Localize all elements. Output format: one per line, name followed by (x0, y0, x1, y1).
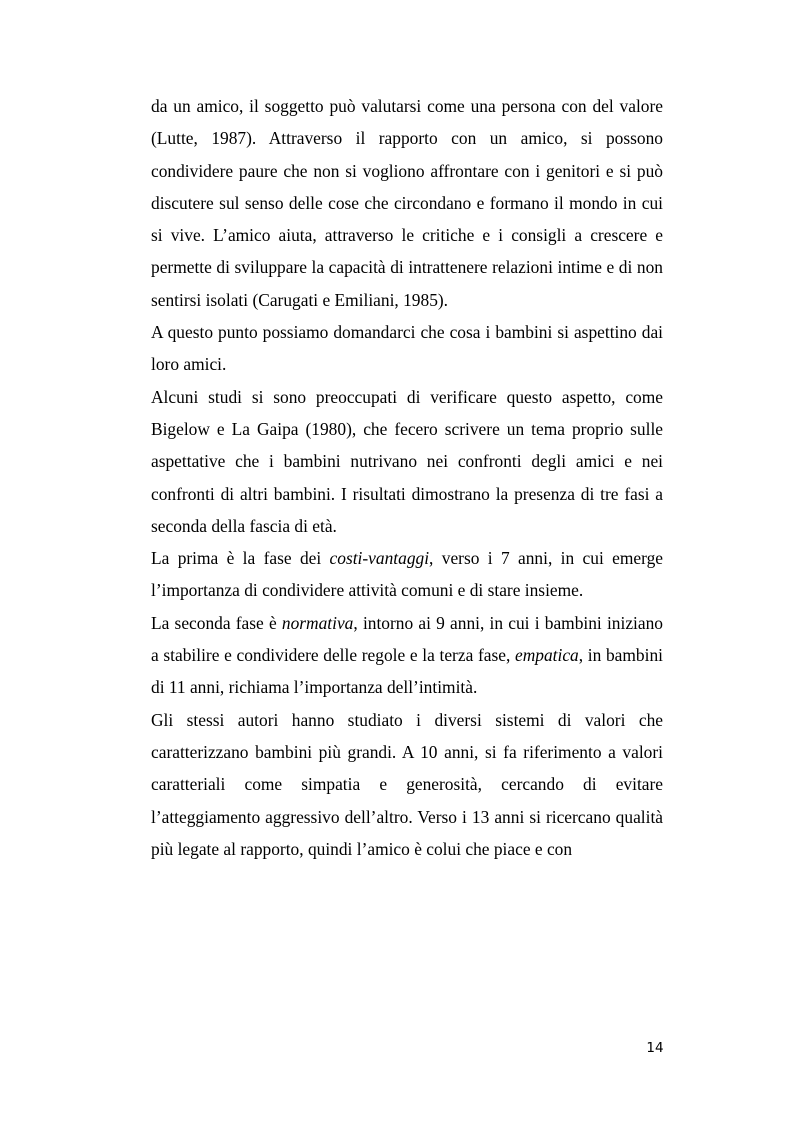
paragraph-1: da un amico, il soggetto può valutarsi come una persona con del valore (Lutte, 1987). Attraverso il rapporto con un amico, si possono condividere paure che non si vogliono affrontare con i genitori e si può discutere sul senso delle cose che circondano e formano il mondo in cui si vive. L’amico aiuta, attraverso le critiche e i consigli a crescere e permette di sviluppare la capacità di intrattenere relazioni intime e di non sentirsi isolati (Carugati e Emiliani, 1985). (151, 96, 663, 310)
paragraph-5-end: , in bambini di 11 anni, richiama l’importanza dell’intimità. (151, 645, 663, 698)
paragraph-5-middle: , intorno ai 9 anni, in cui i bambini iniziano a stabilire e condividere delle regole e la terza fase, (151, 612, 663, 666)
paragraph-3: Alcuni studi si sono preoccupati di verificare questo aspetto, come Bigelow e La Gaipa (1980), che fecero scrivere un tema proprio sulle aspettative che i bambini nutrivano nei confronti degli amici e nei confronti di altri bambini. I risultati dimostrano la presenza di tre fasi a seconda della fascia di età. (151, 386, 663, 536)
paragraph-4-start: La prima è la fase dei (151, 548, 330, 569)
page-number: 14 (646, 1040, 664, 1056)
body-text (151, 90, 663, 865)
paragraph-5-start: La seconda fase è (151, 612, 282, 633)
paragraph-4 (151, 542, 663, 607)
paragraph-4-italic-term: costi-vantaggi (329, 548, 430, 569)
paragraph-2: A questo punto possiamo domandarci che cosa i bambini si aspettino dai loro amici. (151, 322, 663, 375)
paragraph-5-italic-term-1: normativa (281, 612, 354, 633)
paragraph-5 (151, 607, 663, 704)
paragraph-4-end: , verso i 7 anni, in cui emerge l’importanza di condividere attività comuni e di stare insieme. (151, 548, 663, 601)
paragraph-5-italic-term-2: empatica (515, 645, 579, 666)
paragraph-6: Gli stessi autori hanno studiato i diversi sistemi di valori che caratterizzano bambini più grandi. A 10 anni, si fa riferimento a valori caratteriali come simpatia e generosità, cercando di evitare l’atteggiamento aggressivo dell’altro. Verso i 13 anni si ricercano qualità più legate al rapporto, quindi l’amico è colui che piace e con (151, 709, 663, 859)
